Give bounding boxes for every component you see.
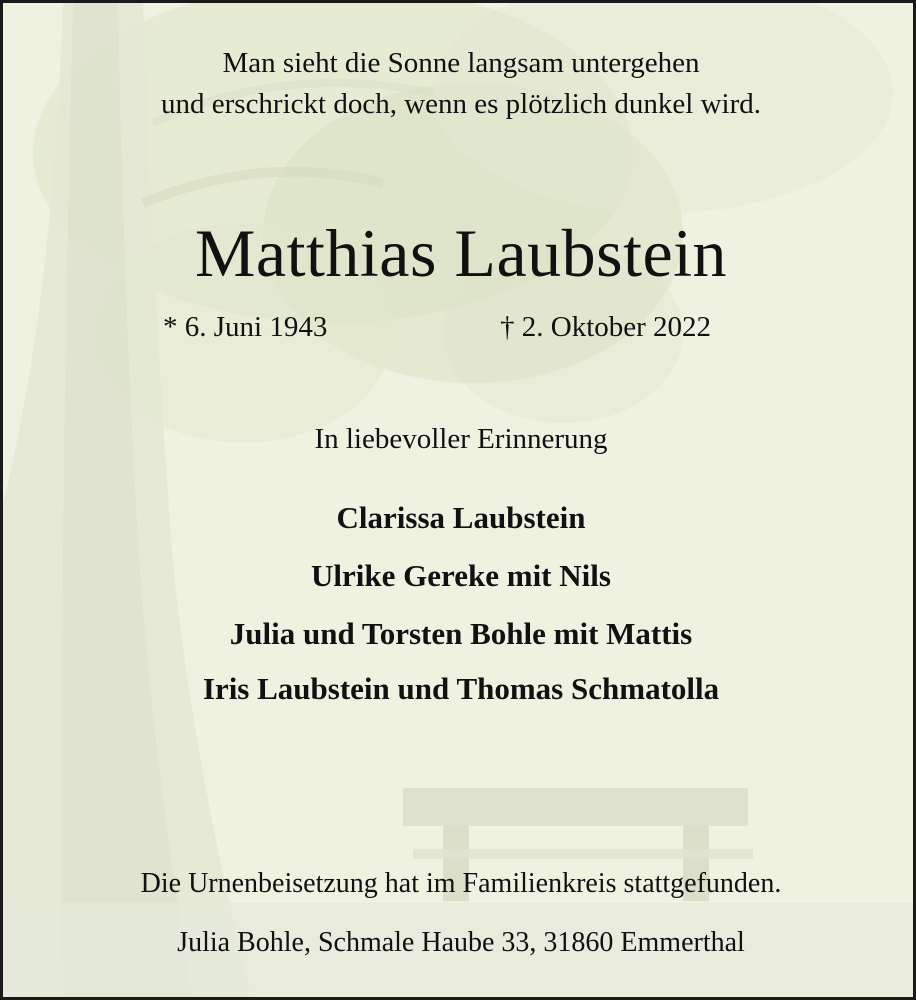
mourner-name: Clarissa Laubstein (336, 500, 586, 535)
poem-line-1: Man sieht die Sonne langsam untergehen (222, 47, 700, 79)
remembrance-line: In liebevoller Erinnerung (314, 423, 608, 455)
poem-line-2: und erschrickt doch, wenn es plötzlich dunkel wird. (161, 88, 761, 120)
contact-address: Julia Bohle, Schmale Haube 33, 31860 Emmerthal (177, 927, 745, 958)
mourner-name: Ulrike Gereke mit Nils (311, 558, 611, 593)
birth-date: * 6. Juni 1943 (163, 311, 328, 343)
deceased-name: Matthias Laubstein (194, 215, 728, 291)
death-date: † 2. Oktober 2022 (500, 311, 712, 343)
mourner-name: Iris Laubstein und Thomas Schmatolla (202, 671, 720, 706)
mourner-name: Julia und Torsten Bohle mit Mattis (229, 616, 693, 651)
burial-note: Die Urnenbeisetzung hat im Familienkreis stattgefunden. (140, 868, 782, 899)
